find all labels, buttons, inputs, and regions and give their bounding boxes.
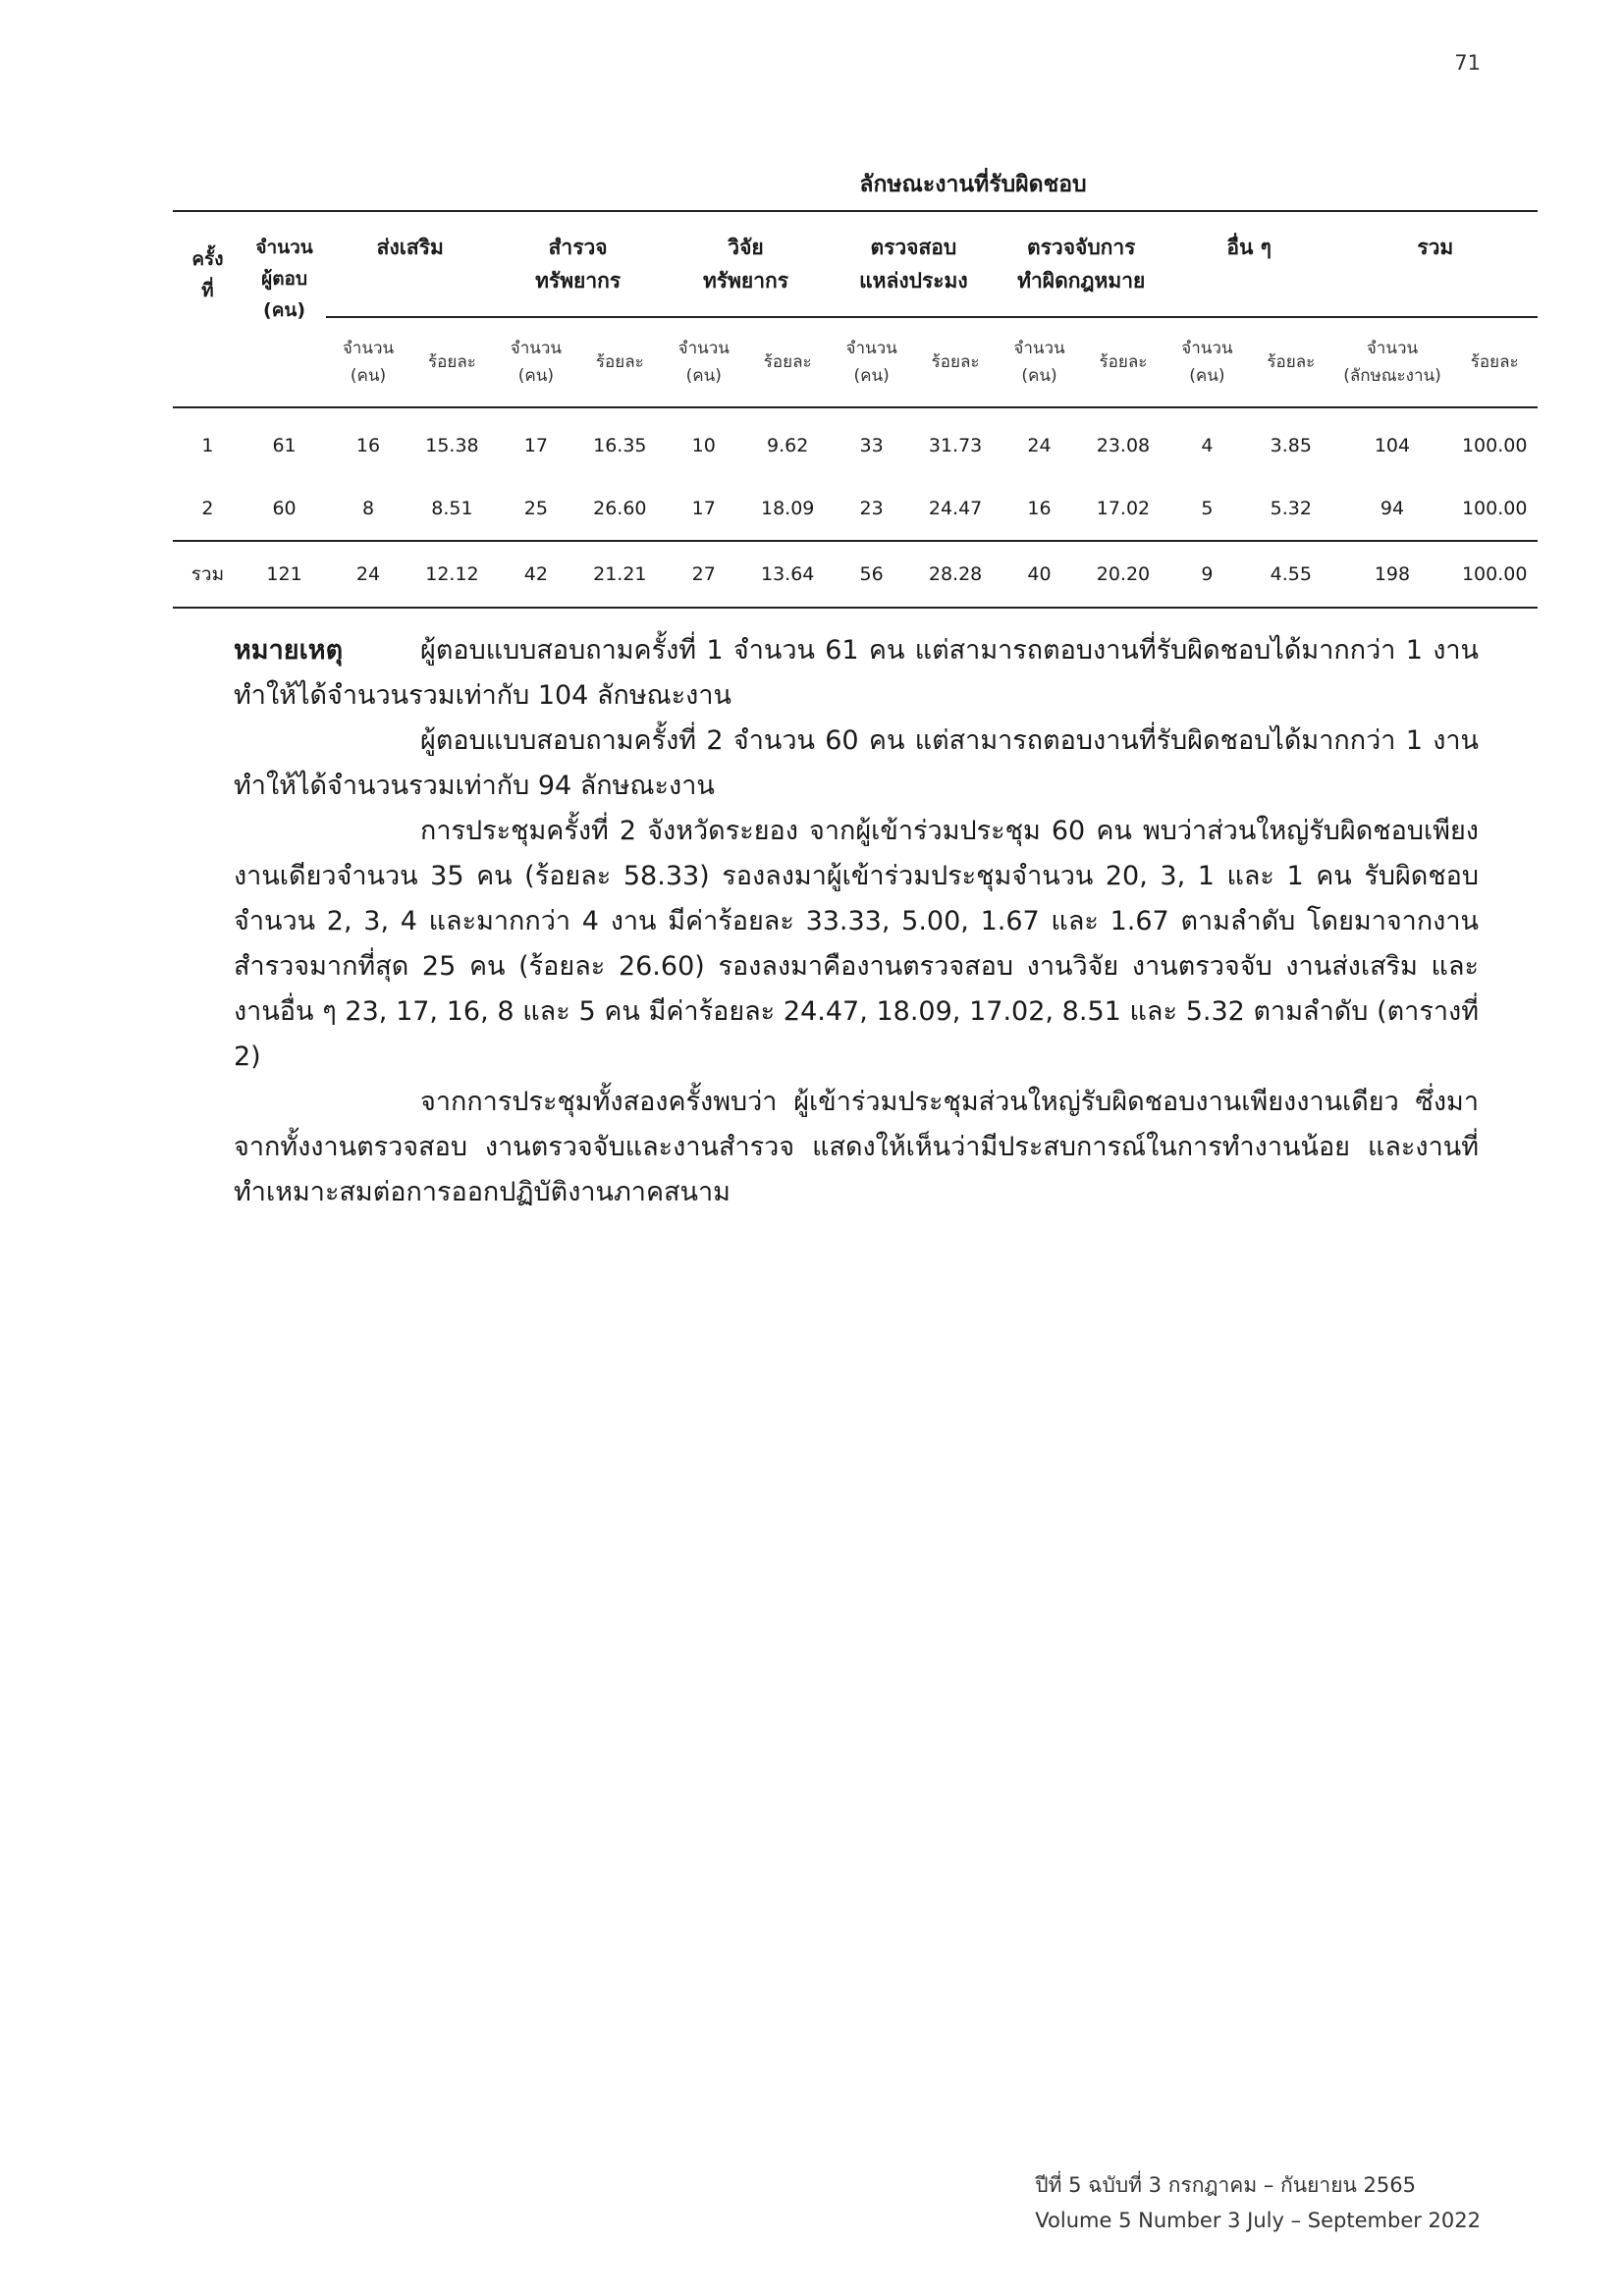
- table-cell: 3.85: [1270, 435, 1312, 456]
- table-cell: 198: [1333, 541, 1452, 608]
- paragraph-1: การประชุมครั้งที่ 2 จังหวัดระยอง จากผู้เข้าร่วมประชุม 60 คน พบว่าส่วนใหญ่รับผิดชอบเพียงงานเดียวจำนวน 35 คน (ร้อยละ 58.33) รองลงมาผู้เข้าร่วมประชุมจำนวน 20, 3, 1 และ 1 คน รับผิดชอบจำนวน 2, 3, 4 และมากกว่า 4 งาน มีค่าร้อยละ 33.33, 5.00, 1.67 และ 1.67 ตามลำดับ โดยมาจากงานสำรวจมากที่สุด 25 คน (ร้อยละ 26.60) รองลงมาคืองานตรวจสอบ งานวิจัย งานตรวจจับ งานส่งเสริม และงานอื่น ๆ 23, 17, 16, 8 และ 5 คน มีค่าร้อยละ 24.47, 18.09, 17.02, 8.51 และ 5.32 ตามลำดับ (ตารางที่ 2): [234, 816, 1479, 1072]
- table-cell: 16: [355, 435, 381, 456]
- header-round: ครั้ง ที่: [173, 211, 243, 407]
- subheader-percent: ร้อยละ: [745, 317, 829, 407]
- table-cell: 60: [272, 498, 297, 519]
- subheader-count: จำนวน (คน): [494, 317, 577, 407]
- table-cell: 12.12: [410, 541, 494, 608]
- table-cell: 8.51: [431, 498, 473, 519]
- table-cell: 5: [1201, 498, 1214, 519]
- table-cell: 23: [859, 498, 884, 519]
- responsibility-table-section: [173, 167, 1538, 609]
- note-paragraph-1: [234, 628, 1479, 719]
- header-group-total: รวม: [1333, 211, 1538, 317]
- table-cell: 18.09: [761, 498, 815, 519]
- table-cell: 31.73: [928, 435, 983, 456]
- table-cell: 24.47: [928, 498, 983, 519]
- table-cell: 8: [361, 498, 375, 519]
- subheader-percent: ร้อยละ: [913, 317, 997, 407]
- table-cell: 4.55: [1249, 541, 1332, 608]
- page-number: 71: [1454, 51, 1481, 75]
- subheader-percent: ร้อยละ: [578, 317, 662, 407]
- header-group-inspection: ตรวจสอบ แหล่งประมง: [830, 211, 998, 317]
- table-cell: รวม: [173, 541, 243, 608]
- responsibility-table: [173, 210, 1538, 609]
- table-cell: 94: [1380, 498, 1405, 519]
- table-cell: 26.60: [593, 498, 647, 519]
- table-cell: 25: [523, 498, 548, 519]
- table-cell: 2: [201, 498, 214, 519]
- header-group-promotion: ส่งเสริม: [326, 211, 494, 317]
- table-cell: 5.32: [1270, 498, 1312, 519]
- subheader-count: จำนวน (คน): [662, 317, 745, 407]
- body-text: [234, 628, 1479, 1215]
- subheader-count: จำนวน (คน): [1165, 317, 1249, 407]
- table-cell: 24: [1027, 435, 1052, 456]
- subheader-percent: ร้อยละ: [1081, 317, 1164, 407]
- table-row: [173, 407, 1538, 477]
- table-cell: 21.21: [578, 541, 662, 608]
- table-row: [173, 477, 1538, 541]
- table-cell: 100.00: [1461, 435, 1528, 456]
- table-cell: 1: [201, 435, 214, 456]
- table-cell: 10: [691, 435, 716, 456]
- header-group-survey: สำรวจ ทรัพยากร: [494, 211, 662, 317]
- header-respondents: จำนวน ผู้ตอบ (คน): [243, 211, 326, 407]
- note-label: หมายเหตุ: [234, 635, 344, 666]
- subheader-percent: ร้อยละ: [1249, 317, 1332, 407]
- table-cell: 61: [272, 435, 297, 456]
- note-paragraph-2: ผู้ตอบแบบสอบถามครั้งที่ 2 จำนวน 60 คน แต่สามารถตอบงานที่รับผิดชอบได้มากกว่า 1 งาน ทำให้ได้จำนวนรวมเท่ากับ 94 ลักษณะงาน: [234, 725, 1479, 801]
- header-group-other: อื่น ๆ: [1165, 211, 1333, 317]
- table-cell: 16.35: [593, 435, 647, 456]
- table-cell: 13.64: [745, 541, 829, 608]
- table-cell: 28.28: [913, 541, 997, 608]
- table-cell: 23.08: [1096, 435, 1151, 456]
- table-cell: 27: [662, 541, 745, 608]
- subheader-count: จำนวน (คน): [998, 317, 1081, 407]
- table-cell: 17: [691, 498, 716, 519]
- note-1: ผู้ตอบแบบสอบถามครั้งที่ 1 จำนวน 61 คน แต่สามารถตอบงานที่รับผิดชอบได้มากกว่า 1 งาน ทำให้ได้จำนวนรวมเท่ากับ 104 ลักษณะงาน: [234, 635, 1479, 711]
- table-cell: 100.00: [1451, 541, 1538, 608]
- table-cell: 24: [326, 541, 409, 608]
- table-cell: 121: [243, 541, 326, 608]
- table-cell: 15.38: [425, 435, 479, 456]
- table-cell: 17.02: [1096, 498, 1151, 519]
- subheader-count: จำนวน (คน): [830, 317, 913, 407]
- table-cell: 16: [1027, 498, 1052, 519]
- subheader-percent: ร้อยละ: [410, 317, 494, 407]
- table-cell: 104: [1374, 435, 1411, 456]
- table-cell: 100.00: [1461, 498, 1528, 519]
- header-group-research: วิจัย ทรัพยากร: [662, 211, 830, 317]
- subheader-count: จำนวน (คน): [326, 317, 409, 407]
- table-cell: 9: [1165, 541, 1249, 608]
- header-group-enforcement: ตรวจจับการ ทำผิดกฎหมาย: [998, 211, 1165, 317]
- table-total-row: [173, 541, 1538, 608]
- table-caption: ลักษณะงานที่รับผิดชอบ: [859, 172, 1087, 197]
- table-cell: 4: [1201, 435, 1214, 456]
- subheader-count-total: จำนวน (ลักษณะงาน): [1333, 317, 1452, 407]
- table-cell: 40: [998, 541, 1081, 608]
- footer-english: Volume 5 Number 3 July – September 2022: [1035, 2209, 1481, 2232]
- footer-thai: ปีที่ 5 ฉบับที่ 3 กรกฎาคม – กันยายน 2565: [1035, 2173, 1416, 2197]
- table-cell: 20.20: [1081, 541, 1164, 608]
- table-cell: 33: [859, 435, 884, 456]
- journal-footer: [1035, 2167, 1481, 2238]
- paragraph-2: จากการประชุมทั้งสองครั้งพบว่า ผู้เข้าร่วมประชุมส่วนใหญ่รับผิดชอบงานเพียงงานเดียว ซึ่งมาจากทั้งงานตรวจสอบ งานตรวจจับและงานสำรวจ แสดงให้เห็นว่ามีประสบการณ์ในการทำงานน้อย และงานที่ทำเหมาะสมต่อการออกปฏิบัติงานภาคสนาม: [234, 1087, 1479, 1207]
- subheader-percent: ร้อยละ: [1451, 317, 1538, 407]
- table-cell: 9.62: [767, 435, 809, 456]
- table-cell: 42: [494, 541, 577, 608]
- table-cell: 17: [523, 435, 548, 456]
- table-cell: 56: [830, 541, 913, 608]
